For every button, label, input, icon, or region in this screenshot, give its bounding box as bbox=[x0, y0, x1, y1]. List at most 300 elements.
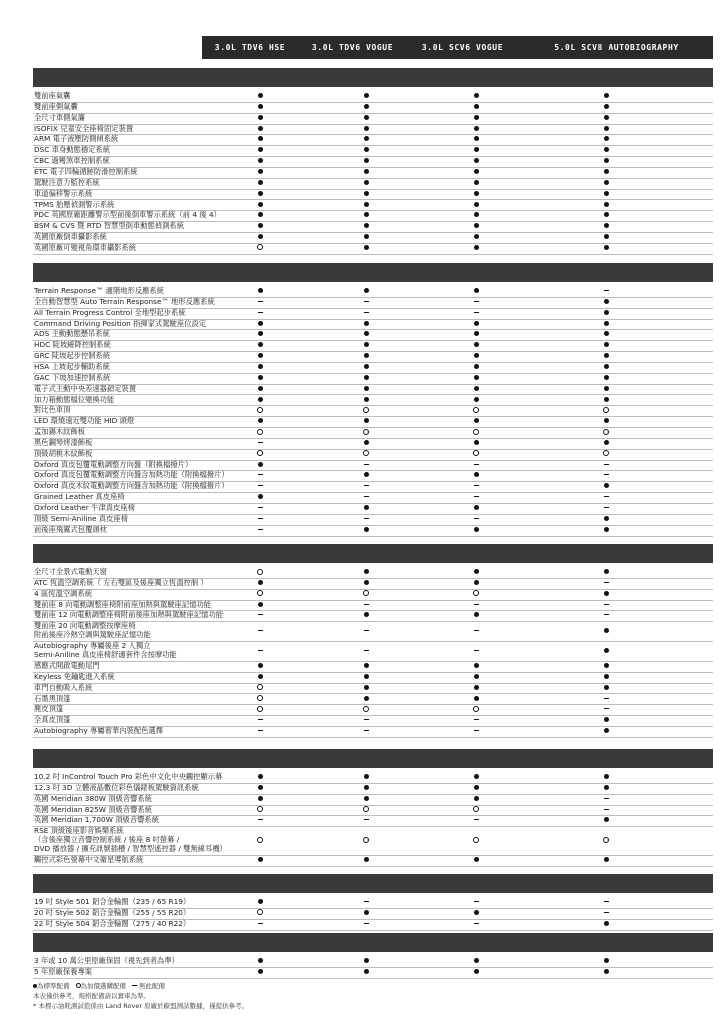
standard-dot-icon bbox=[474, 169, 479, 174]
feature-label bbox=[34, 438, 92, 447]
feature-label-line: 雙前座 8 向電動調整座椅附前座加熱與駕駛座記憶功能 bbox=[34, 599, 212, 609]
mark-cell-col-2 bbox=[356, 200, 376, 211]
table-row bbox=[33, 855, 713, 867]
standard-dot-icon bbox=[604, 591, 609, 596]
none-dash-icon bbox=[604, 798, 609, 799]
standard-dot-icon bbox=[604, 774, 609, 779]
standard-dot-icon bbox=[258, 234, 263, 239]
mark-cell-col-3 bbox=[466, 567, 486, 578]
mark-cell-col-1 bbox=[250, 145, 270, 156]
feature-label-line: 英國原廠可變視角環車攝影系統 bbox=[34, 242, 137, 252]
optional-circle-icon bbox=[257, 590, 263, 596]
none-dash-icon bbox=[364, 301, 369, 302]
legend-standard: 為標準配備 bbox=[37, 981, 70, 990]
mark-cell-col-2 bbox=[356, 672, 376, 683]
standard-dot-icon bbox=[364, 342, 369, 347]
feature-label-line: Grained Leather 真皮座椅 bbox=[34, 492, 125, 502]
mark-cell-col-4 bbox=[596, 319, 616, 330]
standard-dot-icon bbox=[474, 364, 479, 369]
mark-cell-col-2 bbox=[356, 438, 376, 449]
standard-dot-icon bbox=[604, 785, 609, 790]
standard-dot-icon bbox=[474, 136, 479, 141]
mark-cell-col-2 bbox=[356, 641, 376, 661]
feature-label bbox=[34, 102, 78, 111]
feature-label-line: 車門自動吸入系統 bbox=[34, 682, 93, 692]
none-dash-icon bbox=[604, 901, 609, 902]
mark-cell-col-4 bbox=[596, 919, 616, 930]
standard-dot-icon bbox=[364, 126, 369, 131]
standard-dot-icon bbox=[258, 663, 263, 668]
mark-cell-col-3 bbox=[466, 232, 486, 243]
standard-dot-icon bbox=[258, 115, 263, 120]
mark-cell-col-1 bbox=[250, 600, 270, 611]
mark-cell-col-3 bbox=[466, 438, 486, 449]
mark-cell-col-4 bbox=[596, 416, 616, 427]
feature-label bbox=[34, 610, 223, 619]
legend-footnote: * 本標示油耗測試值係由 Land Rover 原廠於歐盟測試數據，僅提供參考。 bbox=[33, 1001, 249, 1010]
feature-label-line: DSC 車身動態穩定系統 bbox=[34, 145, 111, 155]
optional-circle-icon bbox=[473, 837, 479, 843]
optional-circle-icon bbox=[363, 806, 369, 812]
feature-label-line: 4 區恆溫空調系統 bbox=[34, 588, 93, 598]
mark-cell-col-2 bbox=[356, 567, 376, 578]
mark-cell-col-4 bbox=[596, 232, 616, 243]
standard-dot-icon bbox=[364, 386, 369, 391]
standard-dot-icon bbox=[364, 245, 369, 250]
mark-cell-col-2 bbox=[356, 805, 376, 816]
standard-dot-icon bbox=[364, 910, 369, 915]
mark-cell-col-4 bbox=[596, 726, 616, 737]
none-dash-icon bbox=[364, 923, 369, 924]
mark-cell-col-4 bbox=[596, 438, 616, 449]
feature-label bbox=[34, 460, 192, 469]
standard-dot-icon bbox=[474, 440, 479, 445]
feature-label-line: Oxford 真皮木紋電動調整方向盤含加熱功能（附換檔撥片） bbox=[34, 481, 229, 491]
none-dash-icon bbox=[604, 698, 609, 699]
table-row bbox=[33, 826, 713, 856]
none-dash-icon bbox=[258, 819, 263, 820]
none-dash-icon bbox=[258, 301, 263, 302]
feature-label bbox=[34, 470, 229, 479]
mark-cell-col-2 bbox=[356, 178, 376, 189]
mark-cell-col-1 bbox=[250, 232, 270, 243]
standard-dot-icon bbox=[364, 472, 369, 477]
mark-cell-col-1 bbox=[250, 427, 270, 438]
feature-label bbox=[34, 672, 115, 681]
feature-label bbox=[34, 525, 107, 534]
feature-label-line: Autobiography 專屬奢華內裝配色選擇 bbox=[34, 726, 164, 736]
mark-cell-col-4 bbox=[596, 826, 616, 855]
feature-label bbox=[34, 826, 227, 853]
mark-cell-col-2 bbox=[356, 694, 376, 705]
feature-label-line: 加力箱動態檔位變換功能 bbox=[34, 394, 115, 404]
standard-dot-icon bbox=[474, 180, 479, 185]
standard-dot-icon bbox=[474, 115, 479, 120]
standard-dot-icon bbox=[364, 288, 369, 293]
column-header-3: 3.0L SCV6 VOGUE bbox=[421, 43, 504, 52]
optional-circle-icon bbox=[257, 407, 263, 413]
standard-dot-icon bbox=[364, 321, 369, 326]
mark-cell-col-4 bbox=[596, 91, 616, 102]
mark-cell-col-2 bbox=[356, 427, 376, 438]
feature-label-line: ADS 主動動態懸吊系統 bbox=[34, 329, 110, 339]
optional-circle-icon bbox=[473, 450, 479, 456]
mark-cell-col-4 bbox=[596, 124, 616, 135]
mark-cell-col-1 bbox=[250, 610, 270, 621]
standard-dot-icon bbox=[604, 375, 609, 380]
feature-label bbox=[34, 351, 110, 360]
mark-cell-col-2 bbox=[356, 897, 376, 908]
mark-cell-col-1 bbox=[250, 661, 270, 672]
standard-dot-icon bbox=[604, 169, 609, 174]
table-row bbox=[33, 641, 713, 662]
standard-dot-icon bbox=[258, 958, 263, 963]
standard-dot-icon bbox=[474, 505, 479, 510]
mark-cell-col-2 bbox=[356, 470, 376, 481]
feature-label bbox=[34, 156, 110, 165]
standard-dot-icon bbox=[364, 958, 369, 963]
mark-cell-col-2 bbox=[356, 134, 376, 145]
feature-label-line: Command Driving Position 指揮家式駕駛座位設定 bbox=[34, 318, 207, 328]
mark-cell-col-1 bbox=[250, 919, 270, 930]
feature-label bbox=[34, 373, 110, 382]
standard-dot-icon bbox=[604, 115, 609, 120]
mark-cell-col-1 bbox=[250, 683, 270, 694]
mark-cell-col-3 bbox=[466, 956, 486, 967]
mark-cell-col-4 bbox=[596, 460, 616, 471]
standard-dot-icon bbox=[604, 717, 609, 722]
mark-cell-col-1 bbox=[250, 726, 270, 737]
none-dash-icon bbox=[132, 985, 137, 986]
optional-circle-icon bbox=[363, 450, 369, 456]
none-dash-icon bbox=[364, 901, 369, 902]
standard-dot-icon bbox=[258, 136, 263, 141]
optional-circle-icon bbox=[257, 695, 263, 701]
none-dash-icon bbox=[474, 901, 479, 902]
standard-dot-icon bbox=[474, 353, 479, 358]
mark-cell-col-1 bbox=[250, 156, 270, 167]
mark-cell-col-3 bbox=[466, 427, 486, 438]
mark-cell-col-3 bbox=[466, 384, 486, 395]
standard-dot-icon bbox=[258, 321, 263, 326]
none-dash-icon bbox=[364, 730, 369, 731]
standard-dot-icon bbox=[364, 774, 369, 779]
mark-cell-col-4 bbox=[596, 384, 616, 395]
standard-dot-icon bbox=[364, 663, 369, 668]
mark-cell-col-2 bbox=[356, 621, 376, 641]
standard-dot-icon bbox=[364, 223, 369, 228]
standard-dot-icon bbox=[604, 234, 609, 239]
mark-cell-col-3 bbox=[466, 726, 486, 737]
standard-dot-icon bbox=[474, 527, 479, 532]
mark-cell-col-3 bbox=[466, 470, 486, 481]
mark-cell-col-3 bbox=[466, 156, 486, 167]
feature-label bbox=[34, 232, 107, 241]
standard-dot-icon bbox=[474, 93, 479, 98]
feature-label bbox=[34, 715, 70, 724]
section-header-4 bbox=[33, 749, 713, 768]
none-dash-icon bbox=[258, 923, 263, 924]
none-dash-icon bbox=[258, 529, 263, 530]
optional-circle-icon bbox=[257, 450, 263, 456]
standard-dot-icon bbox=[474, 674, 479, 679]
feature-label bbox=[34, 189, 92, 198]
mark-cell-col-1 bbox=[250, 470, 270, 481]
standard-dot-icon bbox=[604, 93, 609, 98]
feature-label bbox=[34, 427, 85, 436]
standard-dot-icon bbox=[474, 397, 479, 402]
feature-label-line: ARM 電子液壓防側傾系統 bbox=[34, 134, 119, 144]
feature-label bbox=[34, 661, 100, 670]
mark-cell-col-2 bbox=[356, 460, 376, 471]
feature-label bbox=[34, 794, 152, 803]
standard-dot-icon bbox=[258, 147, 263, 152]
mark-cell-col-1 bbox=[250, 715, 270, 726]
feature-label-line: 頂級 Semi-Aniline 真皮座椅 bbox=[34, 513, 128, 523]
mark-cell-col-3 bbox=[466, 297, 486, 308]
standard-dot-icon bbox=[258, 857, 263, 862]
standard-dot-icon bbox=[258, 353, 263, 358]
mark-cell-col-2 bbox=[356, 855, 376, 866]
feature-label bbox=[34, 243, 136, 252]
standard-dot-icon bbox=[258, 191, 263, 196]
mark-cell-col-1 bbox=[250, 178, 270, 189]
feature-label-line: ATC 恆溫空調系統（ 左右雙區及後座獨立恆溫控制 ） bbox=[34, 577, 208, 587]
mark-cell-col-2 bbox=[356, 156, 376, 167]
standard-dot-icon bbox=[604, 353, 609, 358]
none-dash-icon bbox=[474, 604, 479, 605]
standard-dot-icon bbox=[474, 796, 479, 801]
mark-cell-col-1 bbox=[250, 481, 270, 492]
mark-cell-col-2 bbox=[356, 715, 376, 726]
mark-cell-col-2 bbox=[356, 919, 376, 930]
none-dash-icon bbox=[604, 496, 609, 497]
none-dash-icon bbox=[474, 630, 479, 631]
mark-cell-col-4 bbox=[596, 362, 616, 373]
mark-cell-col-4 bbox=[596, 661, 616, 672]
mark-cell-col-4 bbox=[596, 340, 616, 351]
standard-dot-icon bbox=[364, 696, 369, 701]
mark-cell-col-1 bbox=[250, 243, 270, 254]
standard-dot-icon bbox=[364, 115, 369, 120]
mark-cell-col-3 bbox=[466, 319, 486, 330]
mark-cell-col-4 bbox=[596, 156, 616, 167]
mark-cell-col-2 bbox=[356, 449, 376, 460]
standard-dot-icon bbox=[364, 104, 369, 109]
mark-cell-col-4 bbox=[596, 145, 616, 156]
standard-dot-icon bbox=[604, 223, 609, 228]
mark-cell-col-3 bbox=[466, 308, 486, 319]
mark-cell-col-4 bbox=[596, 578, 616, 589]
optional-circle-icon bbox=[257, 429, 263, 435]
feature-label-line: HDC 陡坡緩降控制系統 bbox=[34, 340, 111, 350]
mark-cell-col-2 bbox=[356, 683, 376, 694]
mark-cell-col-1 bbox=[250, 189, 270, 200]
mark-cell-col-3 bbox=[466, 794, 486, 805]
feature-label-line: CBC 過彎煞車控制系統 bbox=[34, 156, 110, 166]
standard-dot-icon bbox=[258, 202, 263, 207]
feature-label bbox=[34, 286, 164, 295]
mark-cell-col-1 bbox=[250, 897, 270, 908]
standard-dot-icon bbox=[258, 602, 263, 607]
none-dash-icon bbox=[364, 496, 369, 497]
mark-cell-col-2 bbox=[356, 395, 376, 406]
feature-label bbox=[34, 329, 110, 338]
standard-dot-icon bbox=[258, 169, 263, 174]
feature-label-line: 全真皮頂篷 bbox=[34, 715, 71, 725]
standard-dot-icon bbox=[258, 342, 263, 347]
standard-dot-icon bbox=[604, 628, 609, 633]
none-dash-icon bbox=[258, 719, 263, 720]
standard-dot-icon bbox=[364, 505, 369, 510]
mark-cell-col-4 bbox=[596, 772, 616, 783]
optional-circle-icon bbox=[603, 450, 609, 456]
standard-dot-icon bbox=[364, 857, 369, 862]
feature-label bbox=[34, 124, 133, 133]
none-dash-icon bbox=[474, 719, 479, 720]
mark-cell-col-3 bbox=[466, 578, 486, 589]
feature-label-line: 電子式主動中央差速器鎖定裝置 bbox=[34, 383, 137, 393]
none-dash-icon bbox=[474, 485, 479, 486]
standard-dot-icon bbox=[364, 136, 369, 141]
standard-dot-icon bbox=[604, 397, 609, 402]
feature-label-line: RSE 頂級後座影音娛樂系統 bbox=[34, 826, 124, 836]
optional-circle-icon bbox=[473, 407, 479, 413]
mark-cell-col-1 bbox=[250, 525, 270, 536]
mark-cell-col-4 bbox=[596, 610, 616, 621]
standard-dot-icon bbox=[474, 663, 479, 668]
feature-label-line: Semi-Aniline 真皮座椅舒適套件含按摩功能 bbox=[34, 650, 177, 660]
standard-dot-icon bbox=[474, 696, 479, 701]
mark-cell-col-1 bbox=[250, 908, 270, 919]
mark-cell-col-2 bbox=[356, 794, 376, 805]
mark-cell-col-3 bbox=[466, 221, 486, 232]
mark-cell-col-4 bbox=[596, 351, 616, 362]
feature-label bbox=[34, 908, 190, 917]
standard-dot-icon bbox=[258, 126, 263, 131]
standard-dot-icon bbox=[604, 342, 609, 347]
mark-cell-col-4 bbox=[596, 210, 616, 221]
mark-cell-col-1 bbox=[250, 200, 270, 211]
standard-dot-icon bbox=[258, 397, 263, 402]
feature-label-line: 22 吋 Style 504 鋁合金輪圈（275 / 40 R22） bbox=[34, 918, 191, 928]
standard-dot-icon bbox=[258, 774, 263, 779]
feature-label bbox=[34, 145, 110, 154]
feature-label-line: 3 年或 10 萬公里原廠保固（視先到者為準） bbox=[34, 956, 179, 965]
mark-cell-col-1 bbox=[250, 967, 270, 978]
optional-circle-icon bbox=[363, 706, 369, 712]
standard-dot-icon bbox=[474, 910, 479, 915]
feature-label-line: 全自動智慧型 Auto Terrain Response™ 地形反應系統 bbox=[34, 296, 215, 306]
mark-cell-col-1 bbox=[250, 340, 270, 351]
mark-cell-col-4 bbox=[596, 189, 616, 200]
mark-cell-col-1 bbox=[250, 460, 270, 471]
feature-label-line: 雙前座 12 向電動調整座椅附前後座加熱與駕駛座記憶功能 bbox=[34, 610, 224, 620]
mark-cell-col-2 bbox=[356, 351, 376, 362]
feature-label-line: 5 年原廠保養專案 bbox=[34, 966, 93, 976]
feature-label-line: Oxford 真皮包覆電動調整方向盤（附換檔撥片） bbox=[34, 459, 193, 469]
feature-label-line: 英國 Meridian 380W 頂級音響系統 bbox=[34, 793, 153, 803]
mark-cell-col-4 bbox=[596, 503, 616, 514]
mark-cell-col-3 bbox=[466, 600, 486, 611]
none-dash-icon bbox=[604, 290, 609, 291]
standard-dot-icon bbox=[604, 147, 609, 152]
legend-optional: 為加價選購配備 bbox=[80, 981, 126, 990]
table-row bbox=[33, 967, 713, 979]
mark-cell-col-2 bbox=[356, 340, 376, 351]
mark-cell-col-2 bbox=[356, 91, 376, 102]
mark-cell-col-2 bbox=[356, 405, 376, 416]
mark-cell-col-3 bbox=[466, 395, 486, 406]
standard-dot-icon bbox=[474, 158, 479, 163]
mark-cell-col-1 bbox=[250, 855, 270, 866]
mark-cell-col-4 bbox=[596, 514, 616, 525]
standard-dot-icon bbox=[258, 494, 263, 499]
feature-label-line: 頂級胡桃木紋飾板 bbox=[34, 448, 93, 458]
feature-label-line: HSA 上坡起步輔助系統 bbox=[34, 361, 110, 371]
standard-dot-icon bbox=[474, 785, 479, 790]
mark-cell-col-3 bbox=[466, 134, 486, 145]
feature-label-line: 車道偏移警示系統 bbox=[34, 188, 93, 198]
feature-label-line: Oxford Leather 牛津真皮座椅 bbox=[34, 503, 135, 512]
mark-cell-col-2 bbox=[356, 102, 376, 113]
standard-dot-icon bbox=[604, 136, 609, 141]
optional-circle-icon bbox=[257, 837, 263, 843]
standard-dot-icon bbox=[474, 386, 479, 391]
standard-dot-icon bbox=[604, 569, 609, 574]
feature-label-line: LED 環燒遠近雙功能 HID 頭燈 bbox=[34, 416, 135, 426]
mark-cell-col-3 bbox=[466, 783, 486, 794]
mark-cell-col-1 bbox=[250, 641, 270, 661]
none-dash-icon bbox=[604, 604, 609, 605]
standard-dot-icon bbox=[364, 331, 369, 336]
mark-cell-col-3 bbox=[466, 919, 486, 930]
optional-circle-icon bbox=[603, 429, 609, 435]
feature-label bbox=[34, 481, 229, 490]
mark-cell-col-3 bbox=[466, 815, 486, 826]
standard-dot-icon bbox=[258, 288, 263, 293]
feature-label-line: BSM & CVS 暨 RTD 智慧型倒車動態偵測系統 bbox=[34, 221, 184, 231]
none-dash-icon bbox=[364, 485, 369, 486]
standard-dot-icon bbox=[364, 440, 369, 445]
none-dash-icon bbox=[474, 464, 479, 465]
none-dash-icon bbox=[364, 518, 369, 519]
column-header-2: 3.0L TDV6 VOGUE bbox=[311, 43, 394, 52]
none-dash-icon bbox=[364, 464, 369, 465]
mark-cell-col-4 bbox=[596, 715, 616, 726]
mark-cell-col-3 bbox=[466, 704, 486, 715]
mark-cell-col-1 bbox=[250, 416, 270, 427]
optional-circle-icon bbox=[473, 590, 479, 596]
feature-label bbox=[34, 405, 70, 414]
mark-cell-col-3 bbox=[466, 124, 486, 135]
standard-dot-icon bbox=[474, 331, 479, 336]
feature-label bbox=[34, 134, 118, 143]
mark-cell-col-4 bbox=[596, 427, 616, 438]
feature-label-line: 全尺寸全景式電動天窗 bbox=[34, 567, 107, 576]
standard-dot-icon bbox=[258, 375, 263, 380]
mark-cell-col-4 bbox=[596, 308, 616, 319]
mark-cell-col-3 bbox=[466, 589, 486, 600]
feature-label-line: TPMS 胎壓偵測警示系統 bbox=[34, 199, 115, 209]
standard-dot-icon bbox=[364, 364, 369, 369]
mark-cell-col-1 bbox=[250, 384, 270, 395]
mark-cell-col-4 bbox=[596, 908, 616, 919]
feature-label bbox=[34, 567, 107, 576]
legend-none: 無此配備 bbox=[139, 981, 165, 990]
mark-cell-col-1 bbox=[250, 956, 270, 967]
mark-cell-col-1 bbox=[250, 329, 270, 340]
